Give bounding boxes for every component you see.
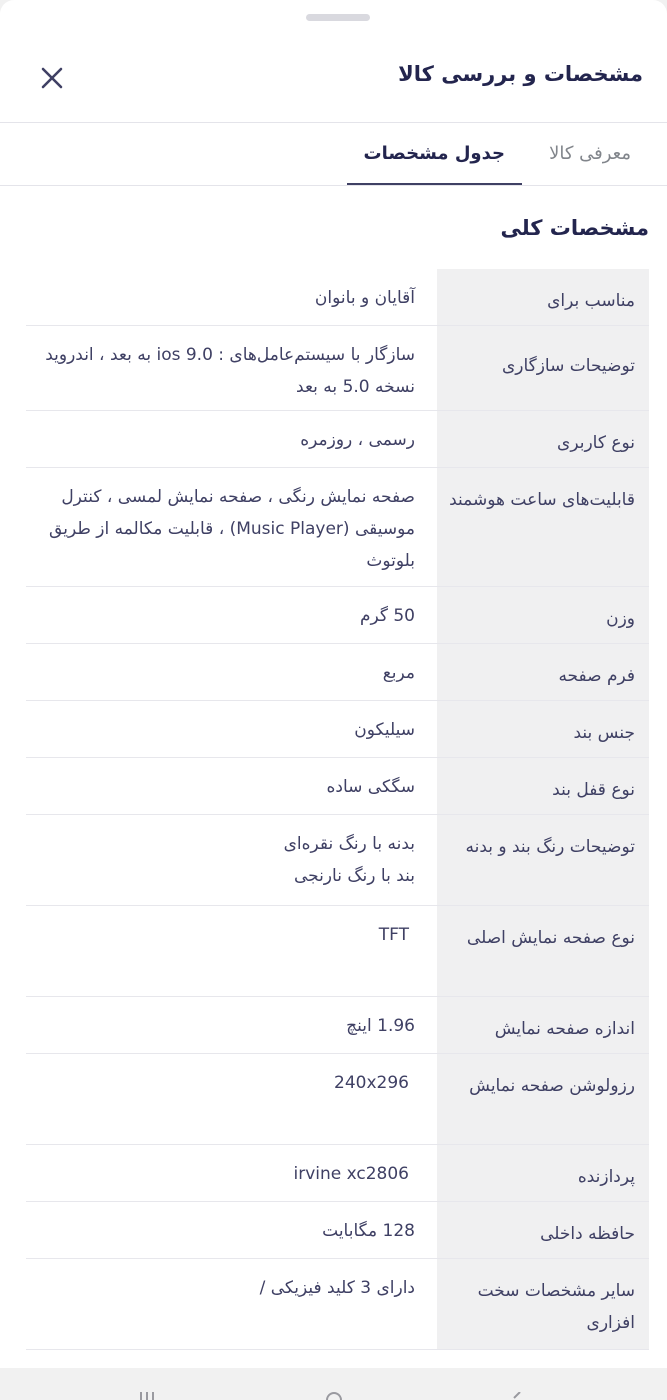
tab-spec-table[interactable]: جدول مشخصات [363, 143, 505, 164]
spec-value: مربع [382, 663, 415, 683]
spec-row [26, 411, 649, 468]
spec-row [26, 644, 649, 701]
spec-value: 240x296 [334, 1073, 409, 1093]
spec-row [26, 587, 649, 644]
spec-value: سازگار با سیستم‌عامل‌های : ios 9.0 به بعد ، اندروید نسخه 5.0 به بعد [45, 345, 415, 397]
spec-value: سگکی ساده [326, 777, 415, 797]
spec-value: 50 گرم [359, 606, 415, 626]
spec-row [26, 1054, 649, 1145]
spec-row [26, 701, 649, 758]
spec-row [26, 758, 649, 815]
spec-key: نوع کاربری [437, 411, 649, 467]
drag-handle[interactable] [306, 14, 370, 21]
section-title: مشخصات کلی [500, 216, 649, 240]
home-icon[interactable] [325, 1392, 343, 1400]
tab-product-intro[interactable]: معرفی کالا [549, 143, 631, 164]
spec-key: رزولوشن صفحه نمایش [437, 1054, 649, 1144]
spec-table [26, 269, 649, 1350]
back-chevron-icon[interactable] [508, 1392, 526, 1400]
spec-row [26, 815, 649, 906]
spec-row [26, 1202, 649, 1259]
spec-value: دارای 3 کلید فیزیکی / [259, 1278, 415, 1298]
spec-value: سیلیکون [354, 720, 415, 740]
spec-value: رسمی ، روزمره [300, 430, 415, 450]
spec-key: وزن [437, 587, 649, 643]
menu-lines-icon[interactable] [138, 1392, 156, 1400]
spec-key: نوع صفحه نمایش اصلی [437, 906, 649, 996]
spec-key: اندازه صفحه نمایش [437, 997, 649, 1053]
spec-value: آقایان و بانوان [314, 288, 415, 308]
close-icon [32, 58, 72, 98]
spec-value: بدنه با رنگ نقره‌ای بند با رنگ نارنجی [283, 834, 415, 886]
spec-row [26, 326, 649, 411]
spec-value: 128 مگابایت [322, 1221, 415, 1241]
spec-row [26, 906, 649, 997]
spec-value: TFT [378, 925, 409, 945]
spec-value: irvine xc2806 [293, 1164, 409, 1184]
spec-row [26, 468, 649, 587]
spec-key: سایر مشخصات سخت افزاری [437, 1259, 649, 1349]
spec-key: مناسب برای [437, 269, 649, 325]
spec-row [26, 1259, 649, 1350]
spec-key: نوع قفل بند [437, 758, 649, 814]
sheet-header [0, 44, 667, 122]
spec-value: صفحه نمایش رنگی ، صفحه نمایش لمسی ، کنترل موسیقی (Music Player) ، قابلیت مکالمه از طریق بلوتوث [49, 487, 415, 571]
spec-key: توضیحات رنگ بند و بدنه [437, 815, 649, 905]
close-button[interactable] [32, 58, 72, 98]
spec-row [26, 997, 649, 1054]
spec-key: حافظه داخلی [437, 1202, 649, 1258]
spec-key: توضیحات سازگاری [437, 326, 649, 410]
spec-key: جنس بند [437, 701, 649, 757]
tab-bar [0, 123, 667, 186]
spec-row [26, 1145, 649, 1202]
sheet-title: مشخصات و بررسی کالا [398, 62, 643, 86]
spec-key: پردازنده [437, 1145, 649, 1201]
spec-key: قابلیت‌های ساعت هوشمند [437, 468, 649, 586]
spec-key: فرم صفحه [437, 644, 649, 700]
spec-row [26, 269, 649, 326]
spec-value: 1.96 اینچ [346, 1016, 415, 1036]
tabs-divider [0, 185, 667, 186]
